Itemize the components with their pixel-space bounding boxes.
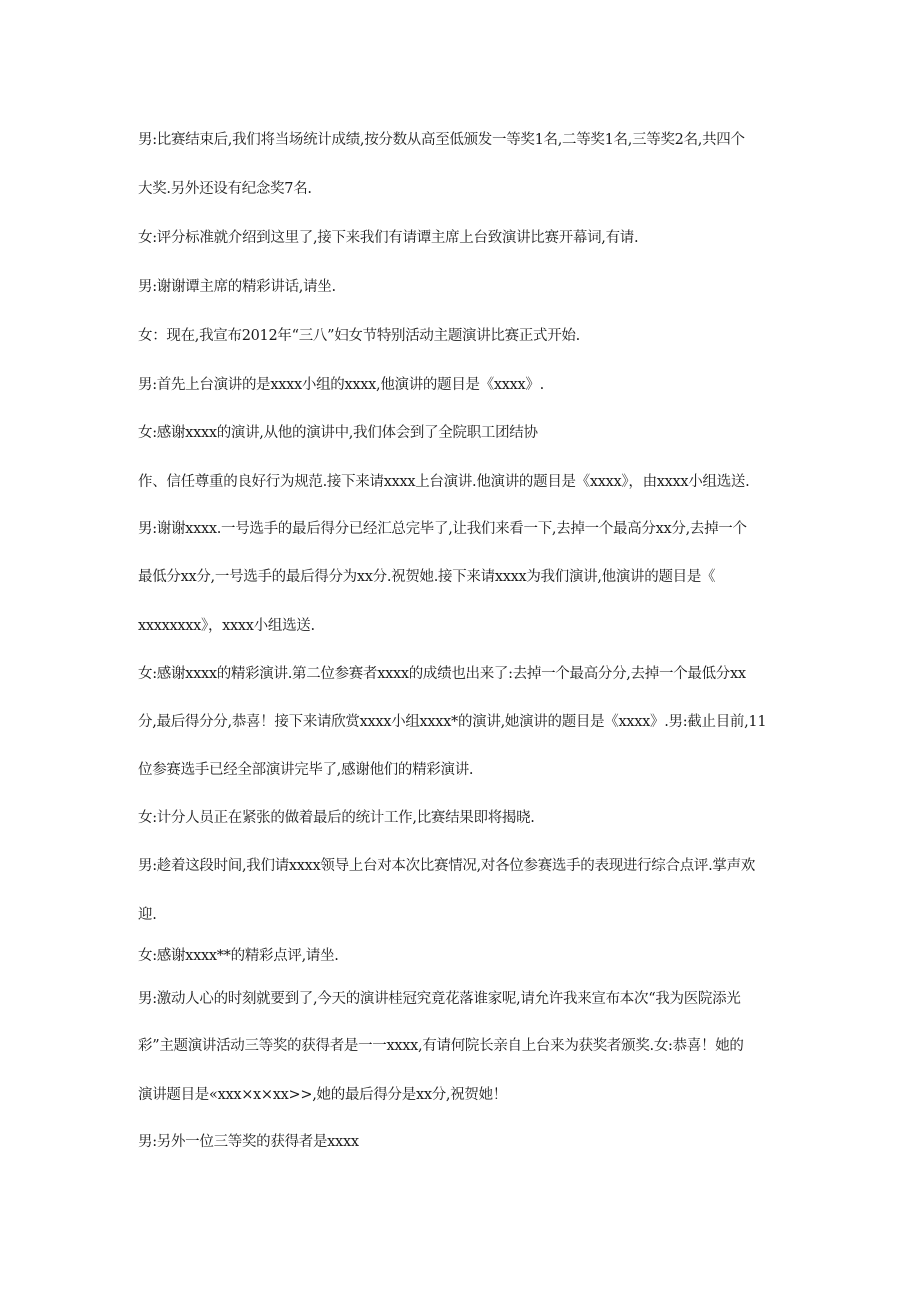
text-line: 大奖.另外还设有纪念奖7名.: [138, 181, 312, 197]
text-line: 男:另外一位三等奖的获得者是xxxx: [138, 1134, 359, 1150]
text-line: 女:感谢xxxx的演讲,从他的演讲中,我们体会到了全院职工团结协: [138, 425, 538, 441]
text-line: 迎.: [138, 907, 157, 923]
text-line: 男:比赛结束后,我们将当场统计成绩,按分数从高至低颁发一等奖1名,二等奖1名,三等奖2名,共四个: [138, 132, 745, 148]
text-line: 男:首先上台演讲的是xxxx小组的xxxx,他演讲的题目是《xxxx》.: [138, 377, 544, 393]
text-line: 分,最后得分分,恭喜！接下来请欣赏xxxx小组xxxx*的演讲,她演讲的题目是《xxxx》.男:截止目前,11: [138, 714, 767, 730]
text-line: 最低分xx分,一号选手的最后得分为xx分.祝贺她.接下来请xxxx为我们演讲,他演讲的题目是《: [138, 569, 716, 585]
text-line: 女:计分人员正在紧张的做着最后的统计工作,比赛结果即将揭晓.: [138, 810, 535, 826]
text-line: 女:感谢xxxx的精彩演讲.第二位参赛者xxxx的成绩也出来了:去掉一个最高分分,去掉一个最低分xx: [138, 666, 746, 682]
text-line: 位参赛选手已经全部演讲完毕了,感谢他们的精彩演讲.: [138, 762, 474, 778]
text-line: 男:激动人心的时刻就要到了,今天的演讲桂冠究竟花落谁家呢,请允许我来宣布本次“我为医院添光: [138, 991, 741, 1007]
text-line: xxxxxxxx》，xxxx小组选送.: [138, 618, 315, 634]
text-line: 男:谢谢xxxx.一号选手的最后得分已经汇总完毕了,让我们来看一下,去掉一个最高分xx分,去掉一个: [138, 521, 747, 537]
text-line: 女：现在,我宣布2012年“三八”妇女节特别活动主题演讲比赛正式开始.: [138, 328, 580, 344]
text-line: 彩”主题演讲活动三等奖的获得者是一一xxxx,有请何院长亲自上台来为获奖者颁奖.女:恭喜！她的: [138, 1038, 744, 1054]
text-line: 作、信任尊重的良好行为规范.接下来请xxxx上台演讲.他演讲的题目是《xxxx》，由xxxx小组选送.: [138, 474, 750, 490]
text-line: 女:感谢xxxx**的精彩点评,请坐.: [138, 948, 339, 964]
text-line: 女:评分标准就介绍到这里了,接下来我们有请谭主席上台致演讲比赛开幕词,有请.: [138, 230, 639, 246]
text-line: 演讲题目是«xxx×x×xx>>,她的最后得分是xx分,祝贺她！: [138, 1087, 508, 1103]
text-line: 男:趁着这段时间,我们请xxxx领导上台对本次比赛情况,对各位参赛选手的表现进行综合点评.掌声欢: [138, 858, 756, 874]
text-line: 男:谢谢谭主席的精彩讲话,请坐.: [138, 279, 336, 295]
